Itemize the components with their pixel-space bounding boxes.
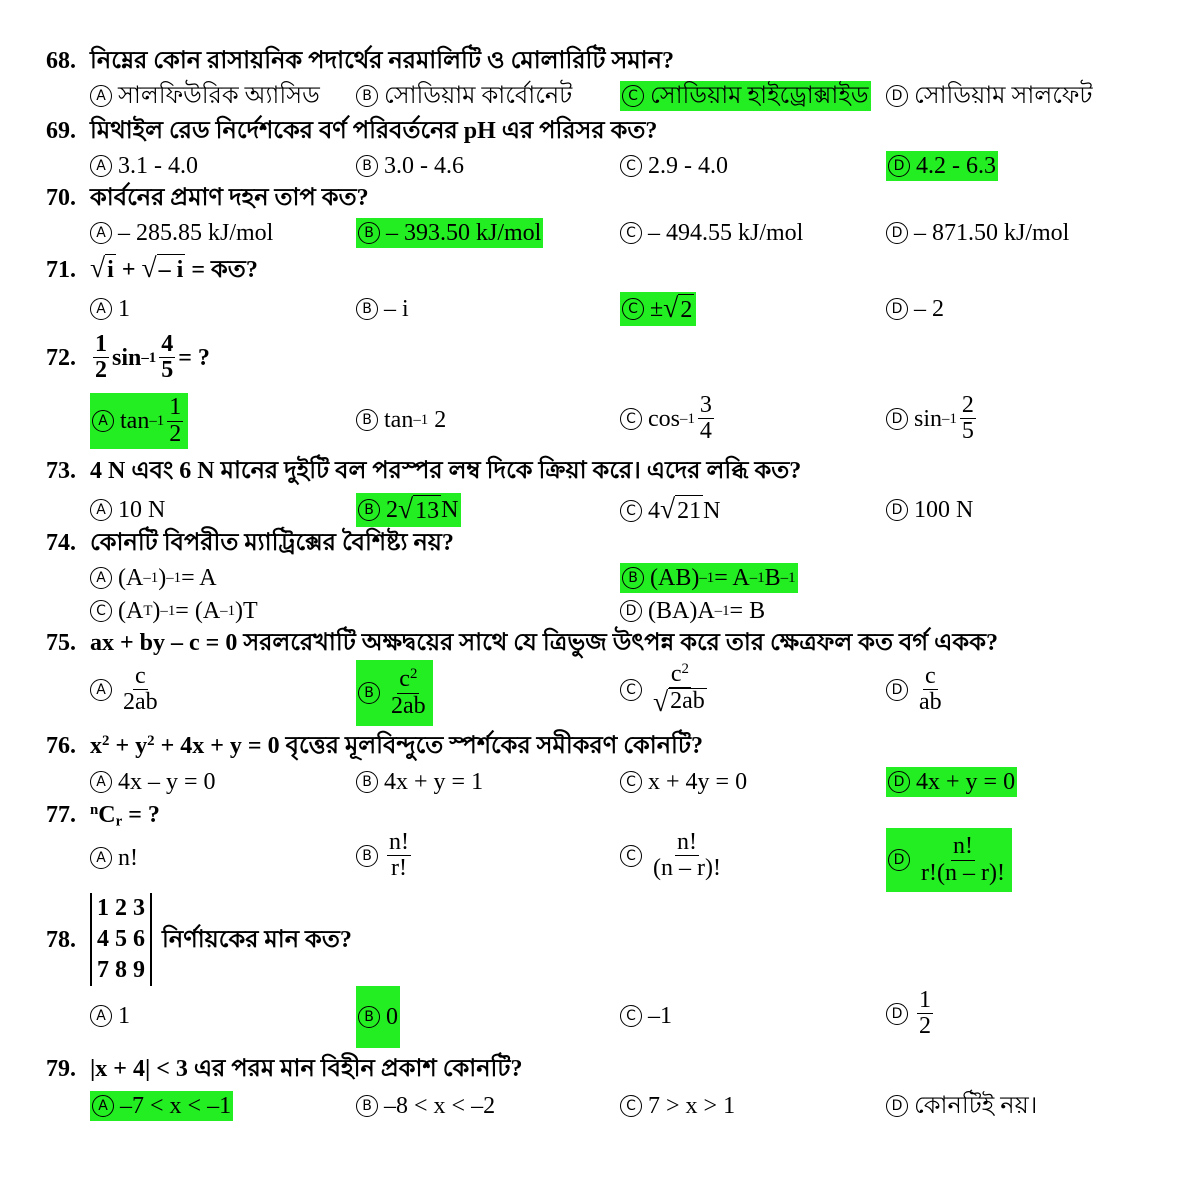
unit: N <box>703 497 721 524</box>
option-letter: B <box>356 771 378 793</box>
option-letter: C <box>620 679 642 701</box>
plus-sign: + <box>115 257 142 283</box>
option-73-a[interactable] <box>90 495 165 525</box>
option-letter: A <box>90 1005 112 1027</box>
option-letter: B <box>356 298 378 320</box>
question-text-tail: এর পরিসর কত? <box>495 118 658 144</box>
option-text: 2.9 - 4.0 <box>648 153 728 179</box>
question-text-tail: মানের দুইটি বল পরস্পর লম্ব দিকে ক্রিয়া করে। এদের লব্ধি কত? <box>214 458 802 484</box>
option-72-a-correct[interactable]: A tan –1 $\frac{1}{2}$ <box>90 393 188 449</box>
option-77-a[interactable] <box>90 843 138 873</box>
option-letter: D <box>886 499 908 521</box>
option-text: 1 <box>118 296 130 322</box>
option-letter: C <box>620 845 642 867</box>
option-text: সোডিয়াম সালফেট <box>914 83 1093 109</box>
option-68-b[interactable] <box>356 81 572 111</box>
option-text: 4.2 - 6.3 <box>916 153 996 179</box>
question-68 <box>46 46 674 76</box>
function-name: sin <box>112 344 142 371</box>
question-71 <box>46 254 258 285</box>
question-72: 72. $\frac{1}{2}$ sin –1 $\frac{4}{5}$ = ? <box>46 331 210 384</box>
option-68-d[interactable] <box>886 81 1092 111</box>
question-69 <box>46 116 657 146</box>
question-text: মিথাইল রেড নির্দেশকের বর্ণ পরিবর্তনের <box>90 118 464 144</box>
option-77-c[interactable] <box>620 830 726 881</box>
option-letter: A <box>90 298 112 320</box>
fraction: $\frac{1}{2}$ <box>919 987 931 1040</box>
option-text: 100 N <box>914 497 974 523</box>
option-text: সালফিউরিক অ্যাসিড <box>118 83 320 109</box>
question-number: 77. <box>46 802 76 828</box>
option-text: – i <box>384 296 409 322</box>
question-text: এর পরম মান বিহীন প্রকাশ কোনটি? <box>187 1056 523 1082</box>
option-74-d[interactable]: D (BA)A –1 = B <box>620 596 765 626</box>
option-text: 4x – y = 0 <box>118 769 216 795</box>
option-71-a[interactable] <box>90 294 130 324</box>
option-74-b-correct[interactable]: B (AB) –1 = A –1 B –1 <box>620 563 798 593</box>
option-79-a-correct[interactable] <box>90 1091 233 1121</box>
option-text: – 871.50 kJ/mol <box>914 220 1070 246</box>
option-letter: B <box>356 85 378 107</box>
option-74-c[interactable]: C (A T ) –1 = (A –1 )T <box>90 596 258 626</box>
option-72-d[interactable]: D sin –1 $\frac{2}{5}$ <box>886 393 979 444</box>
option-text: কোনটিই নয়। <box>914 1093 1038 1119</box>
option-79-d[interactable] <box>886 1091 1037 1121</box>
question-75 <box>46 628 998 658</box>
question-text: সরলরেখাটি অক্ষদ্বয়ের সাথে যে ত্রিভুজ উৎপন্ন করে তার ক্ষেত্রফল কত বর্গ একক? <box>237 630 998 656</box>
question-number: 71. <box>46 257 76 283</box>
fraction: $\frac{1}{2}$ <box>169 394 182 447</box>
option-letter: B <box>356 155 378 177</box>
line-equation: ax + by – c = 0 <box>90 630 238 656</box>
option-text: – 285.85 kJ/mol <box>118 220 274 246</box>
question-text: কোনটি বিপরীত ম্যাট্রিক্সের বৈশিষ্ট্য নয়? <box>90 530 454 556</box>
determinant <box>90 893 152 986</box>
force-value: 4 N <box>90 458 126 484</box>
option-letter: B <box>356 1095 378 1117</box>
fraction: $\frac{3}{4}$ <box>699 392 712 445</box>
option-letter: C <box>622 85 644 107</box>
question-number: 70. <box>46 185 76 211</box>
determinant-row: 7 8 9 <box>97 957 145 983</box>
option-letter: C <box>90 600 112 622</box>
question-number: 68. <box>46 48 76 74</box>
square-root: √ 13 <box>398 492 440 524</box>
fraction: $\frac{n!}{r!(n - r)!}$ <box>921 833 1005 886</box>
option-70-c[interactable] <box>620 218 803 248</box>
question-number: 75. <box>46 630 76 656</box>
option-text: –8 < x < –2 <box>384 1093 496 1119</box>
option-text: 4x + y = 0 <box>916 769 1016 795</box>
option-letter: C <box>620 222 642 244</box>
square-root: √ 21 <box>660 493 702 524</box>
question-text: বৃত্তের মূলবিন্দুতে স্পর্শকের সমীকরণ কোনটি? <box>279 733 703 759</box>
option-letter: C <box>620 771 642 793</box>
option-77-d-correct[interactable] <box>886 828 1012 892</box>
question-number: 69. <box>46 118 76 144</box>
function-name: tan <box>120 408 150 434</box>
question-number: 78. <box>46 926 76 953</box>
option-69-b[interactable] <box>356 151 464 181</box>
option-text: 1 <box>118 1003 130 1029</box>
question-77: 77. $^nC_r$ = ? <box>46 801 160 830</box>
option-text: – 2 <box>914 296 944 322</box>
option-text: – 393.50 kJ/mol <box>386 220 542 246</box>
option-69-c[interactable] <box>620 151 728 181</box>
option-75-b-correct[interactable] <box>356 660 433 726</box>
option-78-c[interactable] <box>620 1001 672 1031</box>
option-76-d-correct[interactable] <box>886 767 1017 797</box>
option-letter: C <box>620 155 642 177</box>
option-text: 7 > x > 1 <box>648 1093 736 1119</box>
option-text: –1 <box>648 1003 672 1029</box>
option-text: –7 < x < –1 <box>120 1093 232 1119</box>
question-78 <box>46 893 352 986</box>
option-letter: B <box>358 1006 380 1028</box>
option-letter: A <box>90 771 112 793</box>
option-letter: A <box>90 499 112 521</box>
option-75-d[interactable] <box>886 664 947 715</box>
option-text: 0 <box>386 1004 398 1030</box>
option-letter: D <box>888 155 910 177</box>
question-text: নিম্নের কোন রাসায়নিক পদার্থের নরমালিটি ও মোলারিটি সমান? <box>90 48 674 74</box>
option-letter: D <box>886 298 908 320</box>
function-name: sin <box>914 405 943 432</box>
question-number: 72. <box>46 344 76 371</box>
question-text: নির্ণায়কের মান কত? <box>162 926 352 953</box>
option-letter: D <box>886 1095 908 1117</box>
option-72-b[interactable]: B tan –1 2 <box>356 405 446 435</box>
option-letter: B <box>356 845 378 867</box>
question-74 <box>46 528 454 558</box>
option-70-b-correct[interactable] <box>356 218 543 248</box>
option-78-d[interactable] <box>886 988 936 1039</box>
option-letter: A <box>90 155 112 177</box>
square-root: √ 2 <box>663 291 693 323</box>
option-letter: C <box>620 1095 642 1117</box>
function-name: cos <box>648 405 680 432</box>
option-71-d[interactable] <box>886 294 944 324</box>
fraction: $\frac{2}{5}$ <box>961 392 974 445</box>
option-77-b[interactable] <box>356 830 414 881</box>
option-letter: A <box>90 85 112 107</box>
fraction: $\frac{n!}{r!}$ <box>389 829 409 882</box>
option-68-a[interactable] <box>90 81 320 111</box>
option-74-a[interactable]: A (A –1 ) –1 = A <box>90 563 217 593</box>
option-letter: C <box>622 298 644 320</box>
question-number: 73. <box>46 458 76 484</box>
option-letter: D <box>620 600 642 622</box>
option-letter: A <box>90 679 112 701</box>
force-value: 6 N <box>179 458 215 484</box>
option-76-b[interactable] <box>356 767 483 797</box>
unit: N <box>441 497 459 523</box>
option-letter: A <box>90 567 112 589</box>
option-text: 4x + y = 1 <box>384 769 484 795</box>
option-70-a[interactable] <box>90 218 273 248</box>
option-79-c[interactable] <box>620 1091 735 1121</box>
option-letter: C <box>620 1005 642 1027</box>
option-letter: D <box>886 679 908 701</box>
fraction: $\frac{n!}{(n - r)!}$ <box>653 829 721 882</box>
option-value: 2 <box>434 407 447 433</box>
option-73-b-correct[interactable] <box>356 493 461 527</box>
option-letter: D <box>886 1003 908 1025</box>
option-76-c[interactable] <box>620 767 747 797</box>
option-78-a[interactable] <box>90 1001 130 1031</box>
option-73-c[interactable] <box>620 495 721 526</box>
option-letter: A <box>92 410 114 432</box>
option-79-b[interactable] <box>356 1091 495 1121</box>
option-letter: B <box>358 222 380 244</box>
option-text: 3.1 - 4.0 <box>118 153 198 179</box>
coefficient: 4 <box>648 497 660 524</box>
option-72-c[interactable]: C cos –1 $\frac{3}{4}$ <box>620 393 717 444</box>
option-text: – 494.55 kJ/mol <box>648 220 804 246</box>
option-letter: C <box>620 408 642 430</box>
question-number: 74. <box>46 530 76 556</box>
option-text: 10 N <box>118 497 166 523</box>
option-letter: D <box>888 849 910 871</box>
option-71-c-correct[interactable] <box>620 292 696 326</box>
determinant-row: 4 5 6 <box>97 926 145 952</box>
option-68-c-correct[interactable] <box>620 81 871 111</box>
option-76-a[interactable] <box>90 767 216 797</box>
inequality: |x + 4| < 3 <box>90 1056 188 1082</box>
option-text: n! <box>118 845 138 871</box>
option-70-d[interactable] <box>886 218 1069 248</box>
option-letter: C <box>620 500 642 522</box>
question-number: 76. <box>46 733 76 759</box>
fraction: $\frac{1}{2}$ <box>95 331 107 384</box>
ph-symbol: pH <box>463 118 496 144</box>
option-75-c[interactable] <box>620 662 712 717</box>
equals-question: = ? <box>178 344 210 371</box>
option-text: সোডিয়াম কার্বোনেট <box>384 83 573 109</box>
question-73 <box>46 456 801 486</box>
square-root: √ i <box>90 252 114 283</box>
question-79 <box>46 1054 522 1084</box>
option-letter: A <box>90 222 112 244</box>
question-text: এবং <box>125 458 180 484</box>
option-letter: A <box>92 1095 114 1117</box>
option-69-a[interactable] <box>90 151 198 181</box>
question-70 <box>46 183 369 213</box>
option-73-d[interactable] <box>886 495 973 525</box>
determinant-row: 1 2 3 <box>97 895 145 921</box>
option-75-a[interactable] <box>90 664 163 715</box>
option-letter: A <box>90 847 112 869</box>
question-text: কার্বনের প্রমাণ দহন তাপ কত? <box>90 185 369 211</box>
option-71-b[interactable] <box>356 294 409 324</box>
option-letter: B <box>358 682 380 704</box>
option-letter: D <box>886 85 908 107</box>
plus-minus: ± <box>650 296 664 322</box>
option-text: x + 4y = 0 <box>648 769 748 795</box>
option-text: 3.0 - 4.6 <box>384 153 464 179</box>
option-letter: B <box>356 409 378 431</box>
fraction: $\frac{c}{2ab}$ <box>123 663 158 716</box>
question-number: 79. <box>46 1056 76 1082</box>
option-letter: B <box>358 499 380 521</box>
fraction: $\frac{4}{5}$ <box>161 331 174 384</box>
option-78-b-correct[interactable] <box>356 986 400 1048</box>
option-69-d-correct[interactable] <box>886 151 998 181</box>
option-text: সোডিয়াম হাইড্রোক্সাইড <box>650 83 869 109</box>
fraction: $\frac{c}{ab}$ <box>919 663 942 716</box>
fraction: $\frac{c^2}{2ab}$ <box>391 666 426 719</box>
fraction: $c^2$ √ 2ab <box>653 660 705 718</box>
function-name: tan <box>384 407 414 433</box>
option-letter: B <box>622 567 644 589</box>
coefficient: 2 <box>386 497 398 523</box>
question-76: 76. $x^2 + y^2 + 4x + y = 0$ বৃত্তের মূলবিন্দুতে স্পর্শকের সমীকরণ কোনটি? <box>46 732 703 759</box>
option-letter: D <box>886 222 908 244</box>
option-letter: D <box>886 408 908 430</box>
option-letter: D <box>888 771 910 793</box>
square-root: √ – i <box>141 252 184 283</box>
question-text: = কত? <box>185 257 258 283</box>
